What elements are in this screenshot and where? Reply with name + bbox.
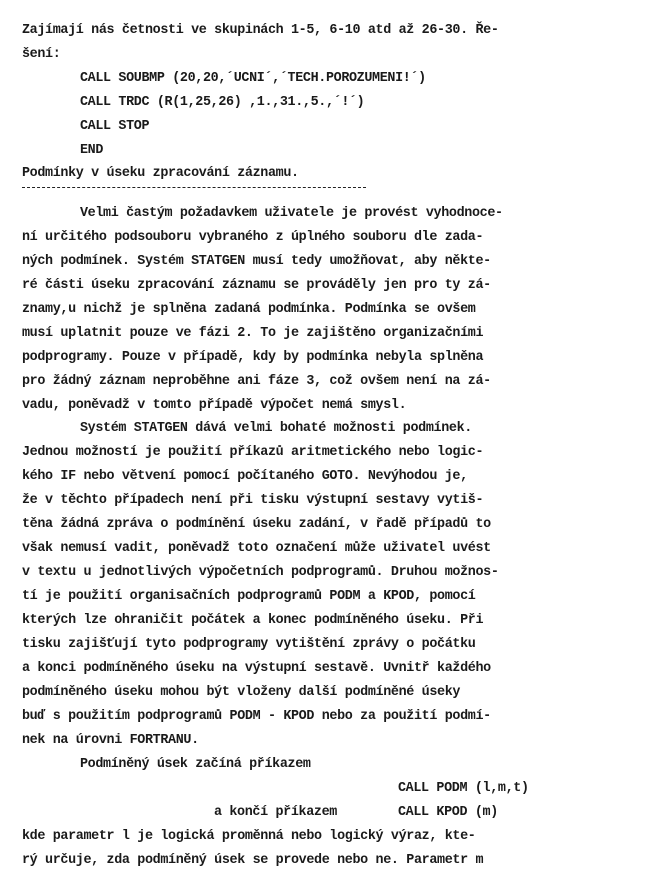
start-call: CALL PODM (l,m,t) bbox=[398, 781, 529, 796]
para2-line: a konci podmíněného úseku na výstupní sestavě. Uvnitř každého bbox=[22, 661, 491, 676]
para2-line: Systém STATGEN dává velmi bohaté možnosti podmínek. bbox=[80, 421, 472, 436]
intro-line-2: šení: bbox=[22, 47, 61, 62]
para2-line: tí je použití organisačních podprogramů PODM a KPOD, pomocí bbox=[22, 589, 476, 604]
para2-line: kého IF nebo větvení pomocí počítaného GOTO. Nevýhodou je, bbox=[22, 469, 468, 484]
code-line-4: END bbox=[80, 143, 104, 158]
para2-line: buď s použitím podprogramů PODM - KPOD nebo za použití podmí- bbox=[22, 709, 491, 724]
section-title: Podmínky v úseku zpracování záznamu. bbox=[22, 166, 299, 181]
para2-line: Jednou možností je použití příkazů aritmetického nebo logic- bbox=[22, 445, 484, 460]
para2-line: že v těchto případech není při tisku výstupní sestavy vytiš- bbox=[22, 493, 484, 508]
para1-line: pro žádný záznam neproběhne ani fáze 3, což ovšem není na zá- bbox=[22, 374, 491, 389]
para1-line: ní určitého podsouboru vybraného z úplného souboru dle zada- bbox=[22, 230, 484, 245]
code-line-1: CALL SOUBMP (20,20,´UCNI´,´TECH.POROZUMENI!´) bbox=[80, 71, 426, 86]
tail-line-1: kde parametr l je logická proměnná nebo logický výraz, kte- bbox=[22, 829, 476, 844]
code-line-3: CALL STOP bbox=[80, 119, 150, 134]
para2-line: tisku zajišťují tyto podprogramy vytištění zprávy o počátku bbox=[22, 637, 476, 652]
para1-line: ré části úseku zpracování záznamu se prováděly jen pro ty zá- bbox=[22, 278, 491, 293]
para1-line: vadu, poněvadž v tomto případě výpočet nemá smysl. bbox=[22, 398, 407, 413]
code-line-2: CALL TRDC (R(1,25,26) ,1.,31.,5.,´!´) bbox=[80, 95, 365, 110]
para2-line: nek na úrovni FORTRANU. bbox=[22, 733, 199, 748]
para1-line: znamy,u nichž je splněna zadaná podmínka. Podmínka se ovšem bbox=[22, 302, 476, 317]
end-statement-label: a končí příkazem bbox=[214, 805, 337, 820]
start-statement-line: Podmíněný úsek začíná příkazem bbox=[80, 757, 311, 772]
para2-line: podmíněného úseku mohou být vloženy další podmíněné úseky bbox=[22, 685, 461, 700]
section-title-underline bbox=[22, 187, 366, 188]
end-call: CALL KPOD (m) bbox=[398, 805, 498, 820]
para2-line: v textu u jednotlivých výpočetních podprogramů. Druhou možnos- bbox=[22, 565, 499, 580]
para1-line: Velmi častým požadavkem uživatele je provést vyhodnoce- bbox=[80, 206, 503, 221]
intro-line-1: Zajímají nás četnosti ve skupinách 1-5, 6-10 atd až 26-30. Ře- bbox=[22, 23, 499, 38]
tail-line-2: rý určuje, zda podmíněný úsek se provede nebo ne. Parametr m bbox=[22, 853, 484, 868]
para2-line: těna žádná zpráva o podmínění úseku zadání, v řadě případů to bbox=[22, 517, 491, 532]
para1-line: musí uplatnit pouze ve fázi 2. To je zajištěno organizačními bbox=[22, 326, 484, 341]
para2-line: kterých lze ohraničit počátek a konec podmíněného úseku. Při bbox=[22, 613, 484, 628]
para1-line: podprogramy. Pouze v případě, kdy by podmínka nebyla splněna bbox=[22, 350, 484, 365]
para2-line: však nemusí vadit, poněvadž toto označení může uživatel uvést bbox=[22, 541, 491, 556]
para1-line: ných podmínek. Systém STATGEN musí tedy umožňovat, aby někte- bbox=[22, 254, 491, 269]
